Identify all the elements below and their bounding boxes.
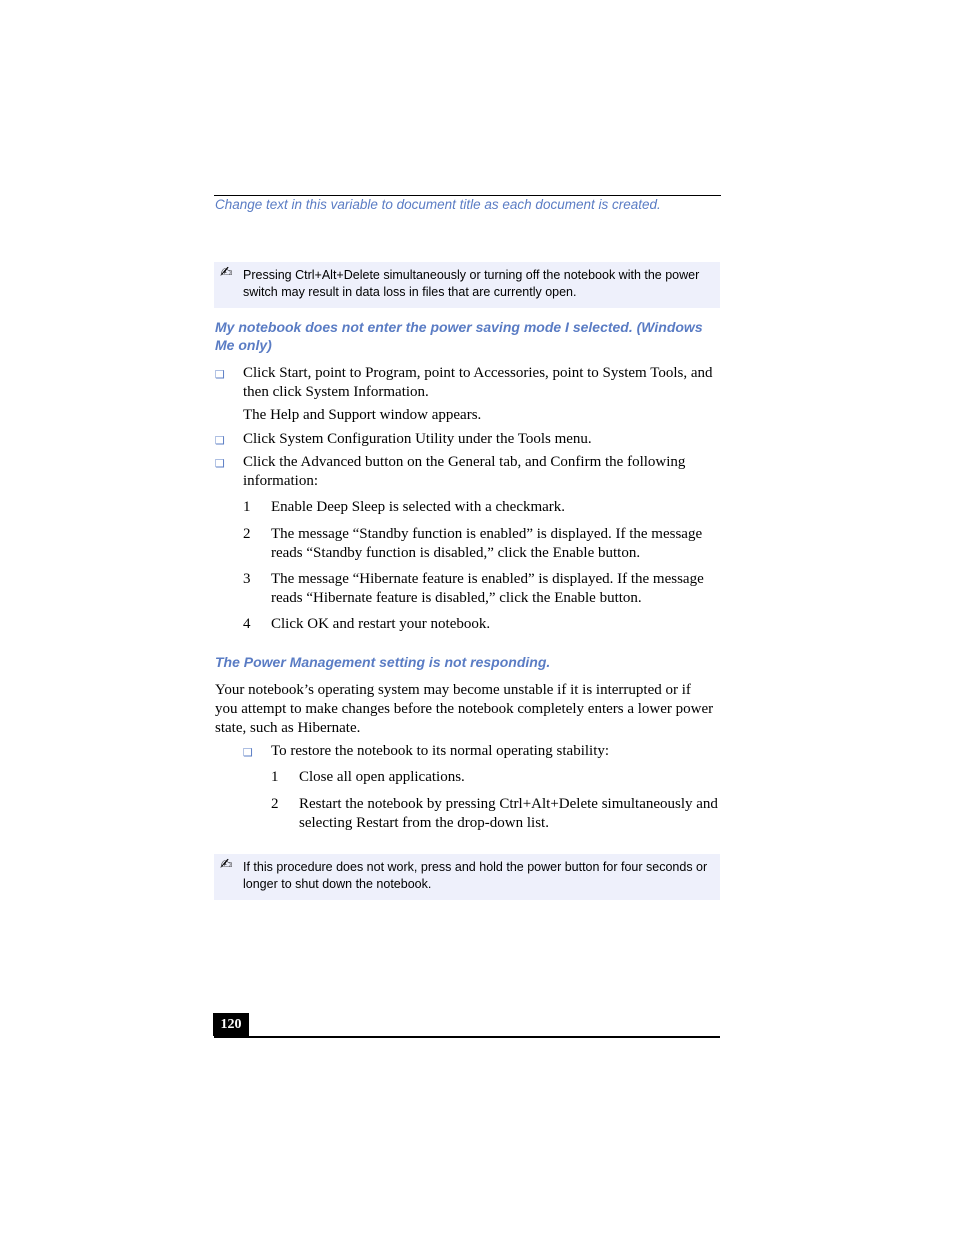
checkbox-bullet-icon: ❑ xyxy=(215,368,225,381)
pencil-note-icon: ✍ xyxy=(220,855,233,873)
step-text: The message “Standby function is enabled” is displayed. If the message reads “Standby function is disabled,” click the Enable button. xyxy=(271,526,703,561)
step-number: 1 xyxy=(243,499,251,515)
section-paragraph: Your notebook’s operating system may become unstable if it is interrupted or if you attempt to make changes before the notebook completely enters a lower power state, such as Hibernate. xyxy=(215,682,714,736)
bullet-item: Click System Configuration Utility under the Tools menu. xyxy=(243,431,592,447)
step-text: The message “Hibernate feature is enabled” is displayed. If the message reads “Hibernate feature is disabled,” click the Enable button. xyxy=(271,571,704,606)
bullet-result: The Help and Support window appears. xyxy=(243,407,482,423)
document-title-variable: Change text in this variable to document title as each document is created. xyxy=(215,197,661,212)
step-number: 2 xyxy=(243,526,251,542)
step-number: 2 xyxy=(271,796,279,812)
page-number: 120 xyxy=(213,1013,249,1036)
note-box-power-button xyxy=(214,854,720,900)
step-text: Click OK and restart your notebook. xyxy=(271,616,491,632)
section-heading-power-management: The Power Management setting is not responding. xyxy=(215,654,551,670)
bullet-item: Click the Advanced button on the General tab, and Confirm the following information: xyxy=(243,454,686,489)
bullet-item: Click Start, point to Program, point to Accessories, point to System Tools, and then click System Information. xyxy=(243,365,713,400)
note-box-data-loss xyxy=(214,262,720,308)
note-text: Pressing Ctrl+Alt+Delete simultaneously or turning off the notebook with the power switch may result in data loss in files that are currently open. xyxy=(243,268,700,299)
step-text: Close all open applications. xyxy=(299,769,465,785)
step-text: Enable Deep Sleep is selected with a checkmark. xyxy=(271,499,566,515)
checkbox-bullet-icon: ❑ xyxy=(215,457,225,470)
bullet-item: To restore the notebook to its normal operating stability: xyxy=(271,743,610,759)
pencil-note-icon: ✍ xyxy=(220,263,233,281)
section-heading-power-saving: My notebook does not enter the power saving mode I selected. (Windows Me only) xyxy=(215,319,703,353)
step-number: 1 xyxy=(271,769,279,785)
checkbox-bullet-icon: ❑ xyxy=(215,434,225,447)
header-rule xyxy=(214,195,721,196)
step-number: 4 xyxy=(243,616,251,632)
step-number: 3 xyxy=(243,571,251,587)
step-text: Restart the notebook by pressing Ctrl+Alt+Delete simultaneously and selecting Restart from the drop-down list. xyxy=(299,796,718,831)
checkbox-bullet-icon: ❑ xyxy=(243,746,253,759)
footer-rule xyxy=(214,1036,720,1038)
note-text: If this procedure does not work, press and hold the power button for four seconds or longer to shut down the notebook. xyxy=(243,860,708,891)
